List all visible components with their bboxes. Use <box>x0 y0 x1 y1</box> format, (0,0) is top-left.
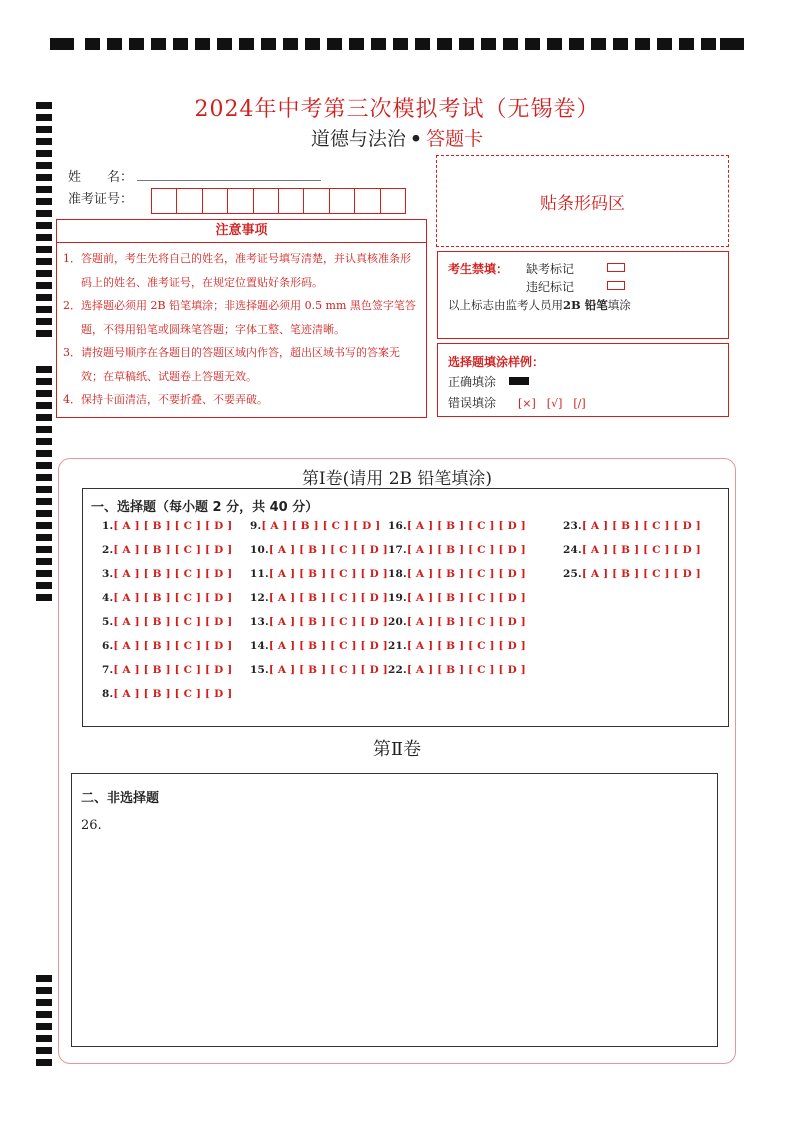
answer-options[interactable]: [ A ] [ B ] [ C ] [ D ] <box>113 520 233 532</box>
examiner-only-box <box>437 251 729 339</box>
timing-mark <box>36 546 52 553</box>
timing-mark <box>36 222 52 229</box>
question-9[interactable] <box>250 520 380 532</box>
id-digit-box[interactable] <box>202 188 228 214</box>
exam-title: 2024年中考第三次模拟考试（无锡卷） <box>194 97 600 122</box>
answer-options[interactable]: [ A ] [ B ] [ C ] [ D ] <box>581 544 701 556</box>
timing-mark <box>36 582 52 589</box>
timing-mark <box>36 162 52 169</box>
barcode-label: 贴条形码区 <box>540 193 625 214</box>
timing-mark <box>481 38 496 50</box>
timing-mark <box>36 975 52 982</box>
timing-mark <box>393 38 408 50</box>
answer-options[interactable]: [ A ] [ B ] [ C ] [ D ] <box>406 520 526 532</box>
timing-mark <box>36 414 52 421</box>
question-11[interactable] <box>250 568 388 580</box>
timing-mark <box>569 38 584 50</box>
timing-mark <box>36 402 52 409</box>
question-13[interactable] <box>250 616 388 628</box>
timing-mark <box>36 150 52 157</box>
timing-mark <box>36 282 52 289</box>
id-digit-box[interactable] <box>380 188 406 214</box>
id-digit-box[interactable] <box>329 188 355 214</box>
question-25[interactable] <box>563 568 701 580</box>
answer-options[interactable]: [ A ] [ B ] [ C ] [ D ] <box>113 688 233 700</box>
question-16[interactable] <box>388 520 526 532</box>
answer-options[interactable]: [ A ] [ B ] [ C ] [ D ] <box>113 568 233 580</box>
answer-options[interactable]: [ A ] [ B ] [ C ] [ D ] <box>406 592 526 604</box>
question-17[interactable] <box>388 544 526 556</box>
id-digit-box[interactable] <box>253 188 279 214</box>
timing-mark <box>503 38 518 50</box>
notice-item: 3．请按题号顺序在各题目的答题区域内作答，超出区域书写的答案无效；在草稿纸、试题卷上答题无效。 <box>63 346 400 383</box>
open-question-box[interactable] <box>71 773 718 1047</box>
question-number: 23. <box>563 520 582 532</box>
question-number: 6. <box>102 640 114 652</box>
timing-mark <box>36 498 52 505</box>
question-number: 11. <box>250 568 269 580</box>
timing-mark <box>305 38 320 50</box>
id-digit-box[interactable] <box>278 188 304 214</box>
timing-mark <box>36 294 52 301</box>
id-digit-box[interactable] <box>176 188 202 214</box>
notice-item: 2．选择题必须用 2B 铅笔填涂；非选择题必须用 0.5 mm 黑色签字笔答题，不得用铅笔或圆珠笔答题；字体工整、笔迹清晰。 <box>63 299 416 336</box>
question-number: 14. <box>250 640 269 652</box>
timing-mark <box>36 522 52 529</box>
id-digit-box[interactable] <box>227 188 253 214</box>
left-timing-marks-bottom <box>36 975 52 1067</box>
timing-mark <box>36 426 52 433</box>
answer-options[interactable]: [ A ] [ B ] [ C ] [ D ] <box>268 592 388 604</box>
timing-mark <box>36 999 52 1006</box>
timing-mark <box>36 1047 52 1054</box>
answer-options[interactable]: [ A ] [ B ] [ C ] [ D ] <box>268 568 388 580</box>
question-20[interactable] <box>388 616 526 628</box>
violation-mark-label: 违纪标记 <box>526 280 575 294</box>
timing-mark <box>679 38 694 50</box>
timing-mark <box>36 366 52 373</box>
notice-item: 1．答题前，考生先将自己的姓名，准考证号填写清楚，并认真核准条形码上的姓名、准考证号，在规定位置贴好条形码。 <box>63 252 411 289</box>
answer-options[interactable]: [ A ] [ B ] [ C ] [ D ] <box>113 640 233 652</box>
answer-options[interactable]: [ A ] [ B ] [ C ] [ D ] <box>406 568 526 580</box>
answer-options[interactable]: [ A ] [ B ] [ C ] [ D ] <box>581 520 701 532</box>
question-26-label: 26. <box>81 818 102 833</box>
timing-mark <box>591 38 606 50</box>
id-digit-box[interactable] <box>151 188 177 214</box>
question-number: 24. <box>563 544 582 556</box>
barcode-area <box>436 155 729 247</box>
question-5[interactable] <box>102 616 232 628</box>
question-number: 9. <box>250 520 262 532</box>
timing-mark <box>701 38 716 50</box>
question-22[interactable] <box>388 664 526 676</box>
subtitle <box>0 124 794 151</box>
timing-mark <box>36 987 52 994</box>
question-number: 15. <box>250 664 269 676</box>
answer-options[interactable]: [ A ] [ B ] [ C ] [ D ] <box>406 664 526 676</box>
question-number: 3. <box>102 568 114 580</box>
answer-options[interactable]: [ A ] [ B ] [ C ] [ D ] <box>581 568 701 580</box>
timing-mark <box>36 318 52 325</box>
answer-options[interactable]: [ A ] [ B ] [ C ] [ D ] <box>406 616 526 628</box>
question-7[interactable] <box>102 664 232 676</box>
notice-box <box>56 243 427 418</box>
timing-mark <box>36 186 52 193</box>
question-23[interactable] <box>563 520 701 532</box>
question-number: 21. <box>388 640 407 652</box>
timing-mark <box>36 378 52 385</box>
question-number: 10. <box>250 544 269 556</box>
question-1[interactable] <box>102 520 232 532</box>
timing-mark <box>36 510 52 517</box>
notice-title: 注意事项 <box>56 219 427 243</box>
timing-mark <box>635 38 650 50</box>
correct-fill-mark <box>509 377 529 385</box>
id-digit-box[interactable] <box>303 188 329 214</box>
wrong-fill-marks: [×] [√] [/] <box>518 397 586 410</box>
question-number: 7. <box>102 664 114 676</box>
question-10[interactable] <box>250 544 388 556</box>
fill-sample-title: 选择题填涂样例： <box>448 355 545 369</box>
correct-fill-label: 正确填涂 <box>448 375 497 389</box>
examiner-note-bold: 2B 铅笔 <box>563 298 608 312</box>
absent-mark-label: 缺考标记 <box>526 262 575 276</box>
answer-options[interactable]: [ A ] [ B ] [ C ] [ D ] <box>113 664 233 676</box>
question-14[interactable] <box>250 640 388 652</box>
part2-title: 第Ⅱ卷 <box>372 739 422 760</box>
timing-mark <box>36 306 52 313</box>
wrong-fill-label: 错误填涂 <box>448 396 497 410</box>
timing-mark <box>36 198 52 205</box>
timing-mark <box>36 438 52 445</box>
multiple-choice-heading: 一、选择题（每小题 2 分，共 40 分） <box>91 500 319 515</box>
question-number: 16. <box>388 520 407 532</box>
question-24[interactable] <box>563 544 701 556</box>
timing-mark <box>50 38 74 50</box>
timing-mark <box>720 38 744 50</box>
answer-options[interactable]: [ A ] [ B ] [ C ] [ D ] <box>268 616 388 628</box>
timing-mark <box>195 38 210 50</box>
violation-mark-box[interactable] <box>607 281 625 290</box>
timing-mark <box>547 38 562 50</box>
question-number: 20. <box>388 616 407 628</box>
part1-title: 第Ⅰ卷(请用 2B 铅笔填涂) <box>301 469 493 489</box>
timing-mark <box>151 38 166 50</box>
timing-mark <box>437 38 452 50</box>
question-19[interactable] <box>388 592 526 604</box>
answer-card-label: 答题卡 <box>426 128 484 150</box>
exam-id-boxes[interactable] <box>152 188 406 214</box>
timing-mark <box>36 390 52 397</box>
answer-options[interactable]: [ A ] [ B ] [ C ] [ D ] <box>268 640 388 652</box>
timing-mark <box>36 450 52 457</box>
question-number: 19. <box>388 592 407 604</box>
question-number: 8. <box>102 688 114 700</box>
question-8[interactable] <box>102 688 232 700</box>
separator-dot: • <box>409 128 423 150</box>
timing-mark <box>36 594 52 601</box>
question-2[interactable] <box>102 544 232 556</box>
timing-mark <box>36 570 52 577</box>
timing-mark <box>36 258 52 265</box>
absent-mark-box[interactable] <box>607 263 625 272</box>
timing-mark <box>459 38 474 50</box>
timing-mark <box>415 38 430 50</box>
timing-mark <box>107 38 122 50</box>
answer-options[interactable]: [ A ] [ B ] [ C ] [ D ] <box>261 520 381 532</box>
answer-options[interactable]: [ A ] [ B ] [ C ] [ D ] <box>113 544 233 556</box>
question-number: 12. <box>250 592 269 604</box>
timing-mark <box>173 38 188 50</box>
name-field[interactable] <box>137 180 321 181</box>
question-number: 4. <box>102 592 114 604</box>
answer-options[interactable]: [ A ] [ B ] [ C ] [ D ] <box>406 640 526 652</box>
examiner-note <box>448 297 631 313</box>
fill-sample-box <box>437 343 729 417</box>
answer-options[interactable]: [ A ] [ B ] [ C ] [ D ] <box>113 592 233 604</box>
timing-mark <box>613 38 628 50</box>
question-number: 1. <box>102 520 114 532</box>
timing-mark <box>36 234 52 241</box>
timing-mark <box>129 38 144 50</box>
question-15[interactable] <box>250 664 388 676</box>
question-3[interactable] <box>102 568 232 580</box>
timing-mark <box>36 534 52 541</box>
timing-mark <box>239 38 254 50</box>
question-number: 18. <box>388 568 407 580</box>
timing-mark <box>36 1059 52 1066</box>
timing-mark <box>525 38 540 50</box>
timing-mark <box>283 38 298 50</box>
question-number: 13. <box>250 616 269 628</box>
question-4[interactable] <box>102 592 232 604</box>
question-number: 5. <box>102 616 114 628</box>
answer-options[interactable]: [ A ] [ B ] [ C ] [ D ] <box>268 544 388 556</box>
timing-mark <box>36 246 52 253</box>
top-timing-marks <box>50 38 745 52</box>
answer-options[interactable]: [ A ] [ B ] [ C ] [ D ] <box>113 616 233 628</box>
id-digit-box[interactable] <box>354 188 380 214</box>
question-6[interactable] <box>102 640 232 652</box>
examiner-only-title: 考生禁填： <box>448 262 509 276</box>
subject-label: 道德与法治 <box>310 128 406 150</box>
timing-mark <box>36 330 52 337</box>
notice-item: 4．保持卡面清洁，不要折叠、不要弄破。 <box>63 393 268 406</box>
open-question-heading: 二、非选择题 <box>81 791 160 806</box>
question-18[interactable] <box>388 568 526 580</box>
timing-mark <box>85 38 100 50</box>
question-12[interactable] <box>250 592 388 604</box>
timing-mark <box>217 38 232 50</box>
examiner-note-pre: 以上标志由监考人员用 <box>448 298 563 312</box>
question-number: 22. <box>388 664 407 676</box>
timing-mark <box>36 174 52 181</box>
answer-options[interactable]: [ A ] [ B ] [ C ] [ D ] <box>406 544 526 556</box>
timing-mark <box>349 38 364 50</box>
question-number: 25. <box>563 568 582 580</box>
name-label: 姓 名： <box>68 170 134 185</box>
timing-mark <box>36 1011 52 1018</box>
question-number: 2. <box>102 544 114 556</box>
timing-mark <box>261 38 276 50</box>
timing-mark <box>371 38 386 50</box>
timing-mark <box>36 210 52 217</box>
answer-options[interactable]: [ A ] [ B ] [ C ] [ D ] <box>268 664 388 676</box>
question-21[interactable] <box>388 640 526 652</box>
timing-mark <box>327 38 342 50</box>
id-label: 准考证号： <box>68 192 134 207</box>
examiner-note-post: 填涂 <box>607 298 631 312</box>
timing-mark <box>36 1035 52 1042</box>
timing-mark <box>36 558 52 565</box>
timing-mark <box>36 1023 52 1030</box>
timing-mark <box>657 38 672 50</box>
timing-mark <box>36 270 52 277</box>
question-number: 17. <box>388 544 407 556</box>
